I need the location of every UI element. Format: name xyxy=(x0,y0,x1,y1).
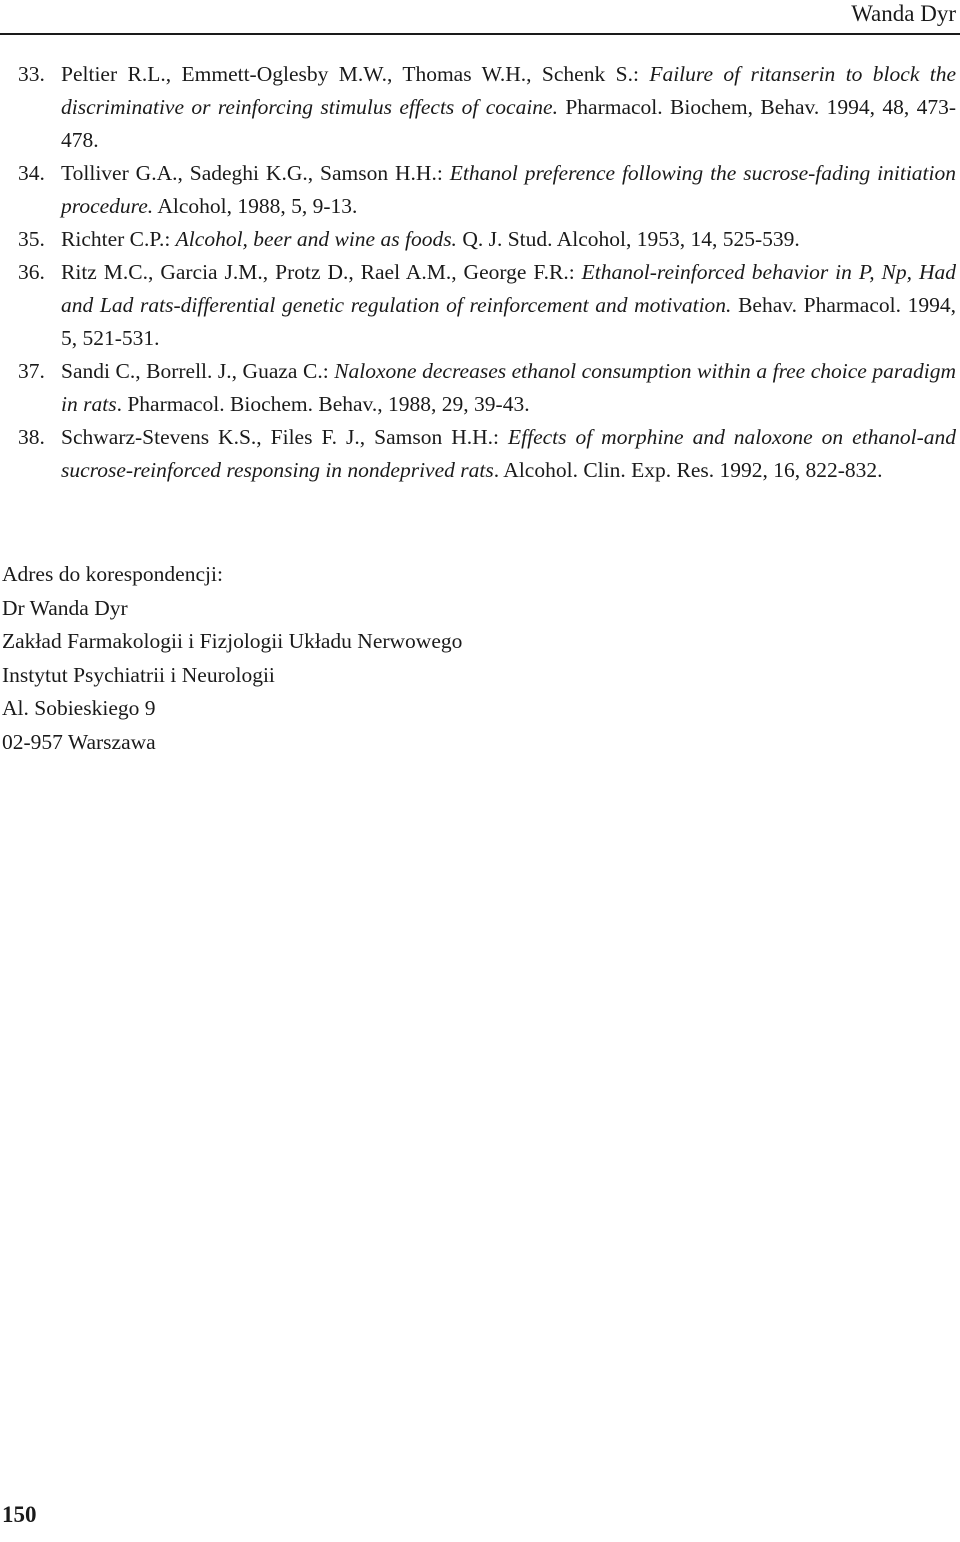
reference-item xyxy=(18,223,956,256)
reference-source: . Alcohol. Clin. Exp. Res. 1992, 16, 822-832. xyxy=(493,458,883,482)
reference-number: 38. xyxy=(18,425,45,449)
reference-item xyxy=(18,58,956,157)
reference-authors: Schwarz-Stevens K.S., Files F. J., Samson H.H.: xyxy=(61,425,499,449)
correspondence-line: Instytut Psychiatrii i Neurologii xyxy=(2,662,275,687)
reference-number: 34. xyxy=(18,161,45,185)
reference-number: 36. xyxy=(18,260,45,284)
reference-title: Ethanol preference following the sucrose-fading initiation procedure. xyxy=(61,161,957,218)
reference-item xyxy=(18,421,956,487)
header-rule xyxy=(0,33,960,35)
reference-list xyxy=(18,58,956,487)
reference-number: 35. xyxy=(18,227,45,251)
running-head: Wanda Dyr xyxy=(851,1,956,26)
correspondence-heading: Adres do korespondencji: xyxy=(2,562,223,586)
correspondence-address xyxy=(2,558,462,759)
reference-authors: Sandi C., Borrell. J., Guaza C.: xyxy=(61,359,329,383)
reference-number: 33. xyxy=(18,62,45,86)
reference-source: . Pharmacol. Biochem. Behav., 1988, 29, 39-43. xyxy=(116,392,530,416)
reference-title: Alcohol, beer and wine as foods. xyxy=(175,227,457,251)
reference-title: Effects of morphine and naloxone on ethanol-and sucrose-reinforced responsing in nondeprived rats xyxy=(61,425,956,482)
reference-number: 37. xyxy=(18,359,45,383)
reference-authors: Ritz M.C., Garcia J.M., Protz D., Rael A.M., George F.R.: xyxy=(61,260,575,284)
reference-authors: Tolliver G.A., Sadeghi K.G., Samson H.H.: xyxy=(61,161,443,185)
reference-authors: Peltier R.L., Emmett-Oglesby M.W., Thomas W.H., Schenk S.: xyxy=(61,62,639,86)
reference-title: Failure of ritanserin to block the discriminative or reinforcing stimulus effects of cocaine. xyxy=(61,62,957,119)
reference-source: Q. J. Stud. Alcohol, 1953, 14, 525-539. xyxy=(462,227,800,251)
reference-title: Naloxone decreases ethanol consumption within a free choice paradigm in rats xyxy=(61,359,956,416)
correspondence-line: 02-957 Warszawa xyxy=(2,729,156,754)
page-number: 150 xyxy=(2,1502,37,1527)
reference-item xyxy=(18,355,956,421)
reference-authors: Richter C.P.: xyxy=(61,227,171,251)
reference-item xyxy=(18,157,956,223)
reference-item xyxy=(18,256,956,355)
correspondence-line: Zakład Farmakologii i Fizjologii Układu Nerwowego xyxy=(2,629,463,653)
correspondence-line: Al. Sobieskiego 9 xyxy=(2,696,156,720)
reference-title: Ethanol-reinforced behavior in P, Np, Had and Lad rats-differential genetic regulation of reinforcement and motivation. xyxy=(61,260,956,317)
reference-source: Alcohol, 1988, 5, 9-13. xyxy=(157,194,358,218)
reference-source: Behav. Pharmacol. 1994, 5, 521-531. xyxy=(61,293,956,350)
correspondence-line: Dr Wanda Dyr xyxy=(2,595,128,620)
reference-source: Pharmacol. Biochem, Behav. 1994, 48, 473-478. xyxy=(61,95,956,152)
